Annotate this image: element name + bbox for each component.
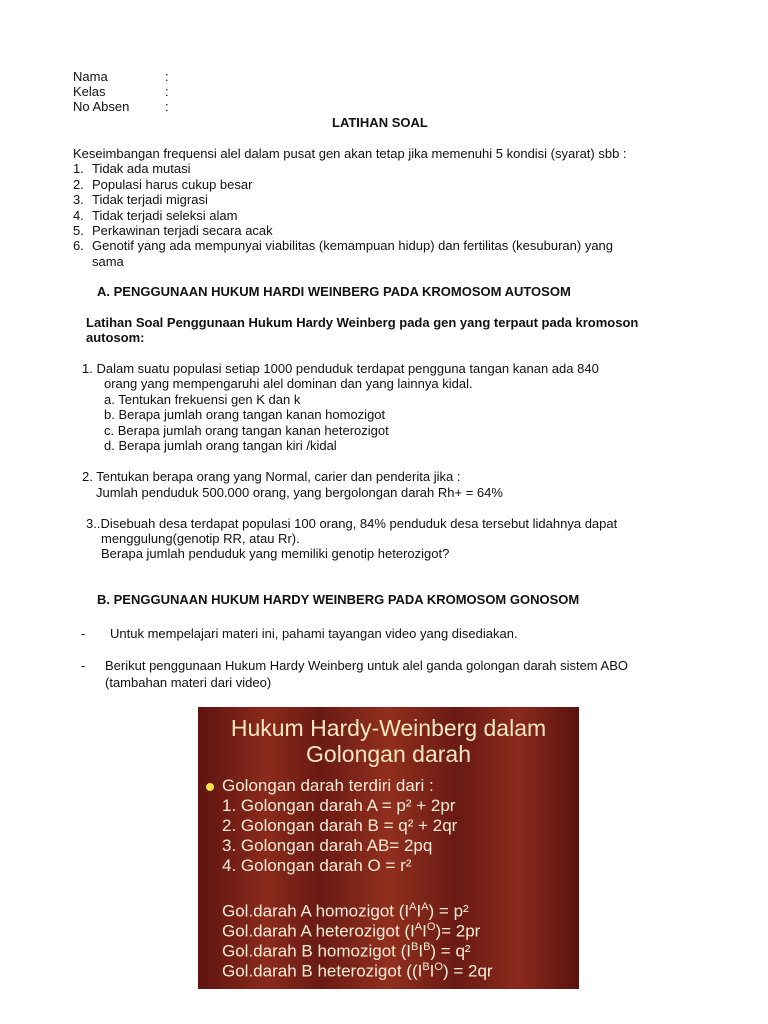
condition-num: 1. [73,161,84,176]
slide-title: Hukum Hardy-Weinberg dalam [230,715,547,741]
bullet-text: Untuk mempelajari materi ini, pahami tayangan video yang disediakan. [110,626,518,641]
bullet-dash: - [81,626,86,641]
class-colon: : [165,84,169,99]
condition-text: Genotif yang ada mempunyai viabilitas (kemampuan hidup) dan fertilitas (kesuburan) yang [92,238,614,253]
latihan-heading-cont: autosom: [86,330,145,345]
intro-text: Keseimbangan frequensi alel dalam pusat gen akan tetap jika memenuhi 5 kondisi (syarat) sbb : [73,146,627,161]
slide-bullet: Golongan darah terdiri dari : [222,776,434,795]
condition-num: 4. [73,208,84,223]
slide-item: 3. Golongan darah AB= 2pq [222,836,433,855]
bullet-dot-icon [206,783,214,791]
name-colon: : [165,69,169,84]
condition-text: Perkawinan terjadi secara acak [92,223,273,238]
name-label: Nama [73,69,108,84]
bullet-text-cont: (tambahan materi dari video) [105,675,272,690]
condition-text: Tidak terjadi migrasi [92,192,208,207]
section-a-heading: A. PENGGUNAAN HUKUM HARDI WEINBERG PADA KROMOSOM AUTOSOM [97,284,571,299]
question-3-cont: menggulung(genotip RR, atau Rr). [101,531,300,546]
condition-num: 6. [73,238,84,253]
slide-genotype: Gol.darah A heterozigot $(I^AI^O)= 2pr$ [222,921,481,941]
class-label: Kelas [73,84,106,99]
absen-colon: : [165,99,169,114]
section-b-heading: B. PENGGUNAAN HUKUM HARDY WEINBERG PADA KROMOSOM GONOSOM [97,592,580,607]
question-1-sub: c. Berapa jumlah orang tangan kanan heterozigot [104,423,389,438]
condition-num: 2. [73,177,84,192]
condition-text-continued: sama [92,254,124,269]
slide-item: 2. Golongan darah B = q² + 2qr [222,816,458,835]
condition-text: Populasi harus cukup besar [92,177,253,192]
latihan-heading: Latihan Soal Penggunaan Hukum Hardy Weinberg pada gen yang terpaut pada kromoson [86,315,639,330]
question-1: 1. Dalam suatu populasi setiap 1000 penduduk terdapat pengguna tangan kanan ada 840 [82,361,599,376]
question-2: 2. Tentukan berapa orang yang Normal, carier dan penderita jika : [82,469,461,484]
condition-text: Tidak terjadi seleksi alam [92,208,238,223]
condition-num: 3. [73,192,84,207]
question-3-ask: Berapa jumlah penduduk yang memiliki genotip heterozigot? [101,546,450,561]
bullet-dash: - [81,658,86,673]
question-2-cont: Jumlah penduduk 500.000 orang, yang bergolongan darah Rh+ = 64% [96,485,503,500]
slide-genotype: Gol.darah A homozigot $(I^AI^A) = p^2$ [222,901,469,921]
absen-label: No Absen [73,99,130,114]
bullet-text: Berikut penggunaan Hukum Hardy Weinberg untuk alel ganda golongan darah sistem ABO [105,658,628,673]
condition-text: Tidak ada mutasi [92,161,191,176]
question-1-sub: b. Berapa jumlah orang tangan kanan homozigot [104,407,386,422]
slide-item: 1. Golongan darah A = p² + 2pr [222,796,456,815]
hardy-weinberg-slide [198,707,579,989]
condition-num: 5. [73,223,84,238]
question-1-sub: a. Tentukan frekuensi gen K dan k [104,392,301,407]
page-title: LATIHAN SOAL [332,115,428,130]
slide-genotype: Gol.darah B homozigot $(I^BI^B) = q^2$ [222,941,471,961]
question-1-sub: d. Berapa jumlah orang tangan kiri /kidal [104,438,337,453]
question-3: 3..Disebuah desa terdapat populasi 100 orang, 84% penduduk desa tersebut lidahnya dapat [86,516,618,531]
slide-genotype: Gol.darah B heterozigot ($(I^BI^O) = 2qr$ [222,961,493,981]
slide-subtitle: Golongan darah [306,741,471,767]
question-1-cont: orang yang mempengaruhi alel dominan dan yang lainnya kidal. [104,376,473,391]
slide-item: 4. Golongan darah O = r² [222,856,412,875]
